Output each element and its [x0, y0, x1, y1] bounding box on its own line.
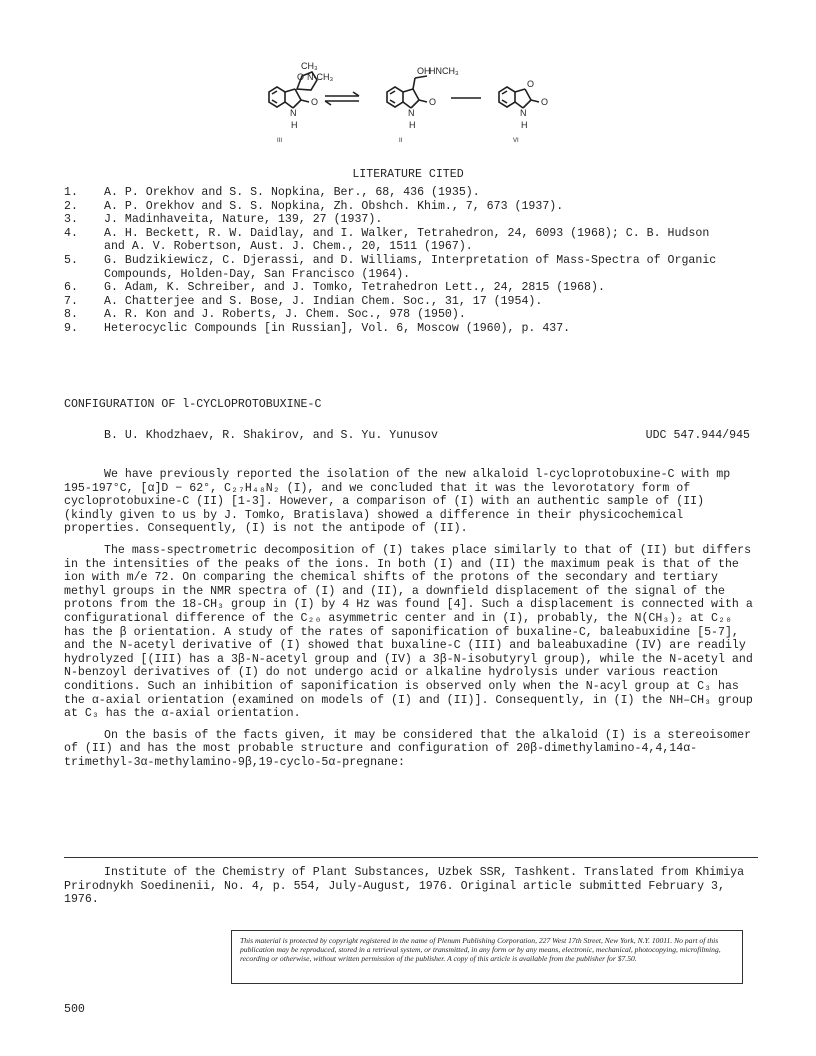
reference-text: G. Adam, K. Schreiber, and J. Tomko, Tetrahedron Lett., 24, 2815 (1968). — [104, 281, 605, 295]
reference-number: 5. — [64, 253, 78, 267]
body-paragraph: We have previously reported the isolation of the new alkaloid l-cycloprotobuxine-C with mp 195-197°C, [α]D − 62°, C₂₇H₄₈N₂ (I), and we concluded that it was the levorotatory form of cycloprotobuxine-C (II) [1-3]. However, a comparison of (I) with an authentic sample of (II) (kindly given to us by J. Tomko, Bratislava) showed a difference in their physicochemical properties. Consequently, (I) is not the antipode of (II). — [64, 468, 731, 536]
reference-number: 4. — [64, 226, 78, 240]
scheme-label-h: H — [291, 120, 298, 130]
reference-text: A. H. Beckett, R. W. Daidlay, and I. Walker, Tetrahedron, 24, 6093 (1968); C. B. Hudson and A. V. Robertson, Aust. J. Chem., 20, 1511 (1967). — [104, 226, 710, 254]
scheme-label-compound-vi: VI — [513, 138, 519, 144]
scheme-label-compound-ii: II — [399, 138, 403, 144]
scheme-label-ch3: CH₃ — [301, 61, 318, 71]
scheme-label-o: O — [541, 97, 549, 107]
reference-item — [64, 254, 764, 281]
body-paragraph: The mass-spectrometric decomposition of (I) takes place similarly to that of (II) but differs in the intensities of the peaks of the ions. In both (I) and (II) the maximum peak is that of the ion with m/e 72. On comparing the chemical shifts of the protons of the secondary and tertiary methyl groups in the NMR spectra of (I) and (II), a downfield displacement of the signal of the protons from the 18-CH₃ group in (I) by 4 Hz was found [4]. Such a displacement is connected with a configurational difference of the C₂₀ asymmetric center and in (I), probably, the N(CH₃)₂ at C₂₀ has the β orientation. A study of the rates of saponification of buxaline-C, baleabuxidine [5-7], and the N-acetyl derivative of (I) showed that buxaline-C (III) and baleabuxadine (IV) are readily hydrolyzed [(III) has a 3β-N-acetyl group and (IV) a 3β-N-isobutyryl group), while the N-acetyl and N-benzoyl derivatives of (I) do not undergo acid or alkaline hydrolysis under various reaction conditions. Such an inhibition of saponification is observed only when the N-acyl group at C₃ has the α-axial orientation (examined on models of (I) and (II)]. Consequently, in (I) the NH–CH₃ group at C₃ has the α-axial orientation. — [64, 543, 753, 721]
reference-item — [64, 227, 764, 254]
affiliation-text: Institute of the Chemistry of Plant Substances, Uzbek SSR, Tashkent. Translated from Khimiya Prirodnykh Soedinenii, No. 4, p. 554, July-August, 1976. Original article submitted February 3, 1976. — [64, 866, 745, 907]
reference-item — [64, 186, 764, 200]
scheme-label-hnch3: HNCH₃ — [429, 66, 459, 76]
footnote-divider — [64, 857, 758, 858]
scheme-label-n: N — [520, 108, 527, 118]
reaction-scheme — [255, 56, 575, 146]
scheme-label-o: O — [311, 97, 319, 107]
article-body — [64, 468, 758, 777]
scheme-label-n: N — [408, 108, 415, 118]
reference-item — [64, 308, 764, 322]
reference-text: G. Budzikiewicz, C. Djerassi, and D. Williams, Interpretation of Mass-Spectra of Organic Compounds, Holden-Day, San Francisco (1964). — [104, 253, 717, 281]
scheme-label-oh: OH — [417, 66, 431, 76]
reference-item — [64, 295, 764, 309]
page-number: 500 — [64, 1003, 85, 1016]
reference-text: A. R. Kon and J. Roberts, J. Chem. Soc., 978 (1950). — [104, 308, 466, 322]
affiliation-footnote — [64, 866, 758, 907]
scheme-label-h: H — [521, 120, 528, 130]
reference-text: Heterocyclic Compounds [in Russian], Vol. 6, Moscow (1960), p. 437. — [104, 321, 571, 335]
article-authors: B. U. Khodzhaev, R. Shakirov, and S. Yu. Yunusov — [104, 429, 438, 442]
reference-number: 9. — [64, 321, 78, 335]
reference-number: 2. — [64, 199, 78, 213]
reference-number: 3. — [64, 213, 78, 227]
reference-item — [64, 213, 764, 227]
scheme-label-n-ch3: N-CH₃ — [307, 72, 334, 82]
reference-text: A. P. Orekhov and S. S. Nopkina, Zh. Obshch. Khim., 7, 673 (1937). — [104, 199, 564, 213]
article-title: CONFIGURATION OF l-CYCLOPROTOBUXINE-C — [64, 398, 322, 411]
scheme-label-n: N — [290, 108, 297, 118]
reference-text: J. Madinhaveita, Nature, 139, 27 (1937). — [104, 213, 383, 227]
reference-number: 6. — [64, 281, 78, 295]
reference-item — [64, 281, 764, 295]
scheme-label-o: O — [527, 79, 535, 89]
reference-list — [64, 186, 764, 336]
reference-text: A. P. Orekhov and S. S. Nopkina, Ber., 68, 436 (1935). — [104, 186, 480, 199]
reference-number: 8. — [64, 308, 78, 322]
scheme-label-h: H — [409, 120, 416, 130]
copyright-notice: This material is protected by copyright registered in the name of Plenum Publishing Corporation, 227 West 17th Street, New York, N.Y. 10011. No part of this publication may be reproduced, stored in a retrieval system, or transmitted, in any form or by any means, electronic, mechanical, photocopying, microfilming, recording or otherwise, without written permission of the publisher. A copy of this article is available from the publisher for $7.50. — [231, 930, 743, 984]
literature-cited-heading: LITERATURE CITED — [352, 168, 464, 181]
reference-number: 7. — [64, 294, 78, 308]
scheme-label-o: O — [297, 72, 305, 82]
udc-code: UDC 547.944/945 — [645, 429, 750, 442]
reference-number: 1. — [64, 186, 78, 199]
reference-item — [64, 322, 764, 336]
reference-item — [64, 200, 764, 214]
body-paragraph: On the basis of the facts given, it may be considered that the alkaloid (I) is a stereoisomer of (II) and has the most probable structure and configuration of 20β-dimethylamino-4,4,14α-trimethyl-3α-methylamino-9β,19-cyclo-5α-pregnane: — [64, 728, 752, 769]
reference-text: A. Chatterjee and S. Bose, J. Indian Chem. Soc., 31, 17 (1954). — [104, 294, 543, 308]
scheme-label-compound-iii: III — [277, 138, 283, 144]
scheme-label-o: O — [429, 97, 437, 107]
